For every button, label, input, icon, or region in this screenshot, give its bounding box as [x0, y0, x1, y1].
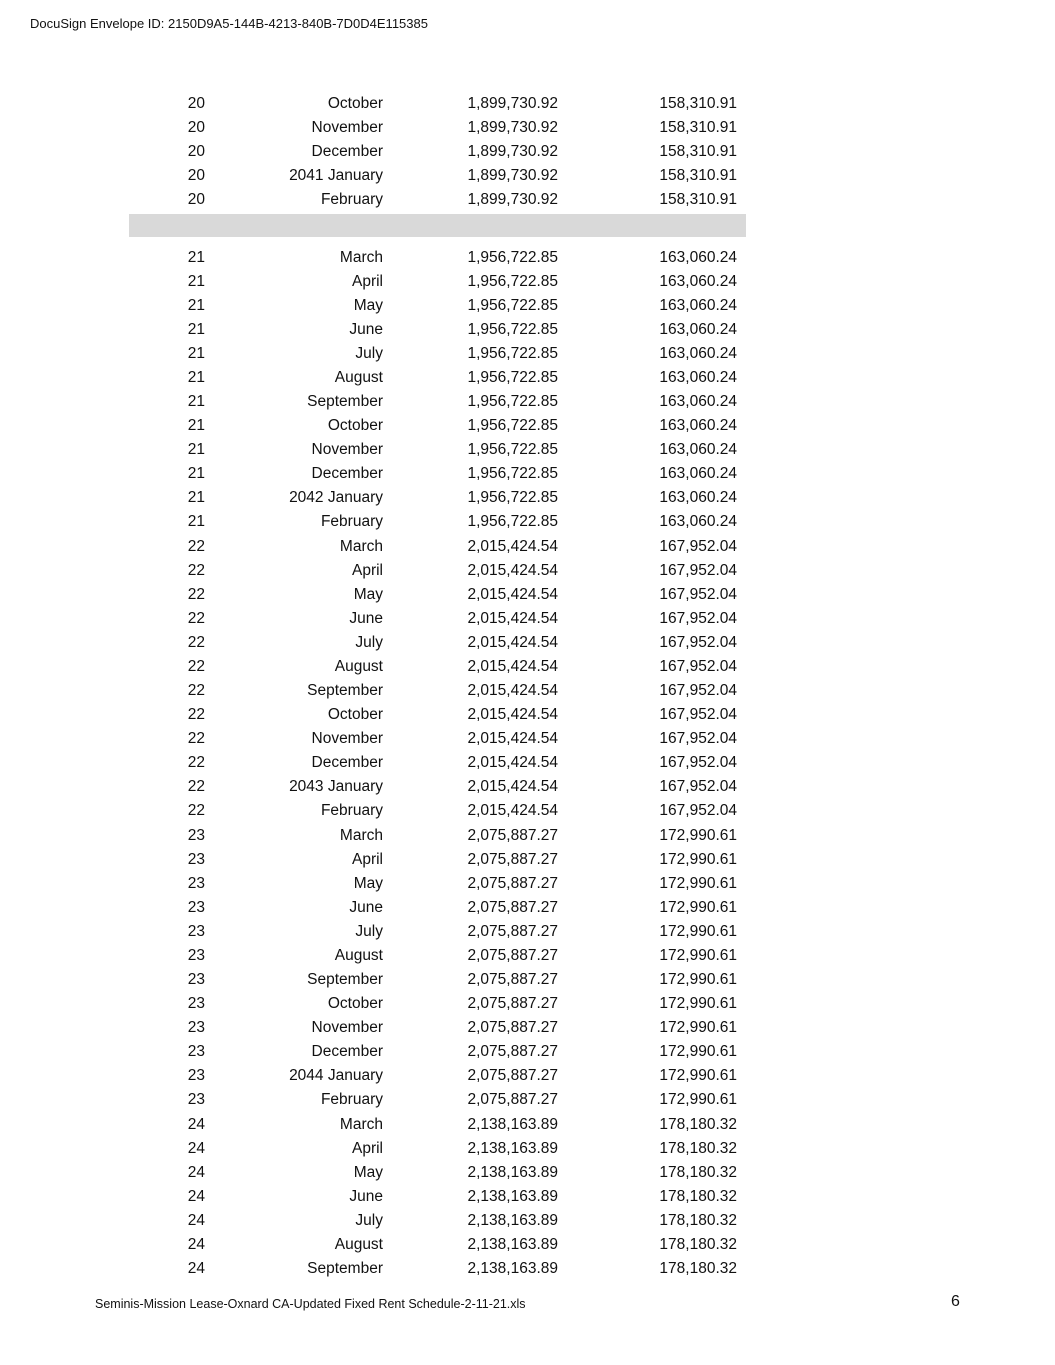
table-row: [0, 897, 1055, 921]
lease-year-cell: 21: [187, 393, 205, 410]
annual-rent-cell: 2,075,887.27: [467, 851, 558, 868]
monthly-rent-cell: 178,180.32: [659, 1260, 737, 1277]
lease-year-cell: 23: [187, 1043, 205, 1060]
month-cell: June: [349, 610, 383, 627]
month-cell: September: [307, 682, 383, 699]
annual-rent-cell: 2,075,887.27: [467, 1019, 558, 1036]
table-row: [0, 93, 1055, 117]
monthly-rent-cell: 178,180.32: [659, 1140, 737, 1157]
month-cell: April: [351, 562, 383, 579]
lease-year-cell: 23: [187, 851, 205, 868]
monthly-rent-cell: 167,952.04: [659, 706, 737, 723]
table-row: [0, 1186, 1055, 1210]
table-row: [0, 1114, 1055, 1138]
table-row: [0, 704, 1055, 728]
annual-rent-cell: 1,899,730.92: [467, 167, 558, 184]
table-row: [0, 608, 1055, 632]
rows-before-band: [0, 93, 1055, 214]
month-cell: June: [349, 1188, 383, 1205]
annual-rent-cell: 2,075,887.27: [467, 971, 558, 988]
lease-year-cell: 21: [187, 369, 205, 386]
monthly-rent-cell: 172,990.61: [659, 851, 737, 868]
annual-rent-cell: 1,956,722.85: [467, 393, 558, 410]
monthly-rent-cell: 167,952.04: [659, 610, 737, 627]
monthly-rent-cell: 163,060.24: [659, 345, 737, 362]
lease-year-cell: 22: [187, 706, 205, 723]
annual-rent-cell: 2,075,887.27: [467, 1043, 558, 1060]
lease-year-cell: 24: [187, 1188, 205, 1205]
annual-rent-cell: 1,956,722.85: [467, 273, 558, 290]
monthly-rent-cell: 163,060.24: [659, 465, 737, 482]
monthly-rent-cell: 167,952.04: [659, 538, 737, 555]
annual-rent-cell: 2,015,424.54: [467, 754, 558, 771]
monthly-rent-cell: 172,990.61: [659, 995, 737, 1012]
monthly-rent-cell: 167,952.04: [659, 586, 737, 603]
annual-rent-cell: 1,956,722.85: [467, 489, 558, 506]
lease-year-cell: 21: [187, 297, 205, 314]
table-row: [0, 632, 1055, 656]
table-row: [0, 776, 1055, 800]
table-row: [0, 391, 1055, 415]
monthly-rent-cell: 158,310.91: [659, 119, 737, 136]
monthly-rent-cell: 158,310.91: [659, 167, 737, 184]
lease-year-cell: 23: [187, 923, 205, 940]
lease-year-cell: 22: [187, 802, 205, 819]
month-cell: October: [327, 706, 383, 723]
month-cell: November: [311, 441, 383, 458]
annual-rent-cell: 2,138,163.89: [467, 1188, 558, 1205]
lease-year-cell: 21: [187, 417, 205, 434]
table-row: [0, 1089, 1055, 1114]
month-cell: May: [353, 297, 383, 314]
lease-year-cell: 22: [187, 754, 205, 771]
annual-rent-cell: 1,899,730.92: [467, 95, 558, 112]
docusign-envelope-id: DocuSign Envelope ID: 2150D9A5-144B-4213-840B-7D0D4E115385: [30, 16, 428, 31]
annual-rent-cell: 2,015,424.54: [467, 802, 558, 819]
monthly-rent-cell: 178,180.32: [659, 1188, 737, 1205]
month-cell: November: [311, 119, 383, 136]
monthly-rent-cell: 158,310.91: [659, 191, 737, 208]
table-row: [0, 536, 1055, 560]
lease-year-cell: 24: [187, 1116, 205, 1133]
month-cell: March: [339, 827, 383, 844]
lease-year-cell: 21: [187, 441, 205, 458]
month-cell: November: [311, 1019, 383, 1036]
lease-year-cell: 21: [187, 513, 205, 530]
month-cell: March: [339, 249, 383, 266]
lease-year-cell: 21: [187, 489, 205, 506]
annual-rent-cell: 2,015,424.54: [467, 682, 558, 699]
table-row: [0, 560, 1055, 584]
rent-schedule-table: [0, 93, 1055, 1282]
monthly-rent-cell: 163,060.24: [659, 417, 737, 434]
month-cell: December: [311, 1043, 383, 1060]
table-row: [0, 1234, 1055, 1258]
lease-year-cell: 22: [187, 730, 205, 747]
lease-year-cell: 20: [187, 143, 205, 160]
month-cell: July: [355, 345, 383, 362]
month-cell: April: [351, 273, 383, 290]
month-cell: December: [311, 143, 383, 160]
page-number: 6: [951, 1293, 960, 1310]
lease-year-cell: 22: [187, 682, 205, 699]
monthly-rent-cell: 163,060.24: [659, 369, 737, 386]
annual-rent-cell: 2,075,887.27: [467, 923, 558, 940]
monthly-rent-cell: 163,060.24: [659, 273, 737, 290]
table-row: [0, 752, 1055, 776]
monthly-rent-cell: 158,310.91: [659, 95, 737, 112]
month-cell: February: [320, 513, 383, 530]
annual-rent-cell: 2,015,424.54: [467, 634, 558, 651]
lease-year-cell: 23: [187, 1091, 205, 1108]
table-row: [0, 141, 1055, 165]
month-cell: September: [307, 971, 383, 988]
monthly-rent-cell: 167,952.04: [659, 562, 737, 579]
annual-rent-cell: 1,899,730.92: [467, 119, 558, 136]
rows-after-band: [0, 247, 1055, 1282]
lease-year-cell: 22: [187, 562, 205, 579]
monthly-rent-cell: 172,990.61: [659, 899, 737, 916]
monthly-rent-cell: 178,180.32: [659, 1212, 737, 1229]
annual-rent-cell: 1,956,722.85: [467, 513, 558, 530]
annual-rent-cell: 2,015,424.54: [467, 586, 558, 603]
table-row: [0, 1138, 1055, 1162]
annual-rent-cell: 2,138,163.89: [467, 1164, 558, 1181]
lease-year-cell: 21: [187, 273, 205, 290]
monthly-rent-cell: 167,952.04: [659, 658, 737, 675]
lease-year-cell: 23: [187, 827, 205, 844]
annual-rent-cell: 2,075,887.27: [467, 875, 558, 892]
annual-rent-cell: 2,138,163.89: [467, 1140, 558, 1157]
annual-rent-cell: 1,956,722.85: [467, 249, 558, 266]
table-row: [0, 800, 1055, 825]
annual-rent-cell: 2,075,887.27: [467, 995, 558, 1012]
month-cell: June: [349, 899, 383, 916]
annual-rent-cell: 1,956,722.85: [467, 345, 558, 362]
monthly-rent-cell: 163,060.24: [659, 489, 737, 506]
lease-year-cell: 20: [187, 95, 205, 112]
lease-year-cell: 24: [187, 1164, 205, 1181]
monthly-rent-cell: 172,990.61: [659, 1043, 737, 1060]
month-cell: October: [327, 995, 383, 1012]
annual-rent-cell: 2,015,424.54: [467, 706, 558, 723]
month-cell: February: [320, 802, 383, 819]
annual-rent-cell: 2,015,424.54: [467, 562, 558, 579]
month-cell: July: [355, 634, 383, 651]
lease-year-cell: 21: [187, 321, 205, 338]
table-row: [0, 487, 1055, 511]
lease-year-cell: 23: [187, 875, 205, 892]
table-row: [0, 343, 1055, 367]
table-row: [0, 247, 1055, 271]
table-row: [0, 511, 1055, 536]
lease-year-cell: 22: [187, 538, 205, 555]
monthly-rent-cell: 158,310.91: [659, 143, 737, 160]
month-cell: 2043 January: [289, 778, 383, 795]
annual-rent-cell: 2,075,887.27: [467, 947, 558, 964]
monthly-rent-cell: 172,990.61: [659, 1067, 737, 1084]
monthly-rent-cell: 172,990.61: [659, 1019, 737, 1036]
table-row: [0, 319, 1055, 343]
month-cell: August: [334, 369, 383, 386]
lease-year-cell: 22: [187, 586, 205, 603]
lease-year-cell: 24: [187, 1140, 205, 1157]
table-row: [0, 921, 1055, 945]
table-row: [0, 849, 1055, 873]
year-separator-band: [129, 214, 746, 237]
table-row: [0, 439, 1055, 463]
lease-year-cell: 22: [187, 778, 205, 795]
annual-rent-cell: 2,138,163.89: [467, 1260, 558, 1277]
annual-rent-cell: 1,899,730.92: [467, 191, 558, 208]
lease-year-cell: 21: [187, 249, 205, 266]
annual-rent-cell: 2,015,424.54: [467, 538, 558, 555]
monthly-rent-cell: 178,180.32: [659, 1116, 737, 1133]
table-row: [0, 1017, 1055, 1041]
monthly-rent-cell: 172,990.61: [659, 827, 737, 844]
month-cell: 2042 January: [289, 489, 383, 506]
annual-rent-cell: 2,015,424.54: [467, 778, 558, 795]
table-row: [0, 1065, 1055, 1089]
month-cell: December: [311, 465, 383, 482]
monthly-rent-cell: 167,952.04: [659, 778, 737, 795]
table-row: [0, 993, 1055, 1017]
annual-rent-cell: 2,075,887.27: [467, 899, 558, 916]
table-row: [0, 656, 1055, 680]
monthly-rent-cell: 167,952.04: [659, 730, 737, 747]
annual-rent-cell: 1,956,722.85: [467, 321, 558, 338]
month-cell: July: [355, 923, 383, 940]
lease-year-cell: 24: [187, 1260, 205, 1277]
table-row: [0, 415, 1055, 439]
lease-year-cell: 20: [187, 167, 205, 184]
annual-rent-cell: 1,956,722.85: [467, 417, 558, 434]
month-cell: May: [353, 875, 383, 892]
lease-year-cell: 22: [187, 634, 205, 651]
annual-rent-cell: 2,075,887.27: [467, 1067, 558, 1084]
lease-year-cell: 20: [187, 191, 205, 208]
monthly-rent-cell: 172,990.61: [659, 971, 737, 988]
month-cell: March: [339, 538, 383, 555]
month-cell: August: [334, 1236, 383, 1253]
annual-rent-cell: 2,075,887.27: [467, 827, 558, 844]
monthly-rent-cell: 163,060.24: [659, 249, 737, 266]
lease-year-cell: 23: [187, 899, 205, 916]
table-row: [0, 1162, 1055, 1186]
lease-year-cell: 24: [187, 1212, 205, 1229]
table-row: [0, 1041, 1055, 1065]
annual-rent-cell: 2,015,424.54: [467, 730, 558, 747]
table-row: [0, 945, 1055, 969]
monthly-rent-cell: 172,990.61: [659, 1091, 737, 1108]
annual-rent-cell: 2,015,424.54: [467, 658, 558, 675]
lease-year-cell: 22: [187, 610, 205, 627]
annual-rent-cell: 2,138,163.89: [467, 1212, 558, 1229]
annual-rent-cell: 1,899,730.92: [467, 143, 558, 160]
annual-rent-cell: 2,138,163.89: [467, 1116, 558, 1133]
lease-year-cell: 23: [187, 971, 205, 988]
monthly-rent-cell: 163,060.24: [659, 297, 737, 314]
table-row: [0, 873, 1055, 897]
monthly-rent-cell: 178,180.32: [659, 1164, 737, 1181]
month-cell: December: [311, 754, 383, 771]
monthly-rent-cell: 172,990.61: [659, 875, 737, 892]
annual-rent-cell: 2,138,163.89: [467, 1236, 558, 1253]
lease-year-cell: 23: [187, 995, 205, 1012]
table-row: [0, 117, 1055, 141]
monthly-rent-cell: 163,060.24: [659, 441, 737, 458]
monthly-rent-cell: 163,060.24: [659, 513, 737, 530]
month-cell: August: [334, 947, 383, 964]
month-cell: 2041 January: [289, 167, 383, 184]
month-cell: October: [327, 95, 383, 112]
lease-year-cell: 20: [187, 119, 205, 136]
month-cell: February: [320, 191, 383, 208]
annual-rent-cell: 1,956,722.85: [467, 297, 558, 314]
table-row: [0, 825, 1055, 849]
month-cell: February: [320, 1091, 383, 1108]
monthly-rent-cell: 172,990.61: [659, 947, 737, 964]
month-cell: July: [355, 1212, 383, 1229]
lease-year-cell: 23: [187, 1019, 205, 1036]
table-row: [0, 584, 1055, 608]
lease-year-cell: 23: [187, 947, 205, 964]
annual-rent-cell: 1,956,722.85: [467, 441, 558, 458]
lease-year-cell: 23: [187, 1067, 205, 1084]
table-row: [0, 463, 1055, 487]
annual-rent-cell: 2,075,887.27: [467, 1091, 558, 1108]
month-cell: September: [307, 1260, 383, 1277]
footer-filename: Seminis-Mission Lease-Oxnard CA-Updated Fixed Rent Schedule-2-11-21.xls: [95, 1297, 526, 1311]
month-cell: 2044 January: [289, 1067, 383, 1084]
monthly-rent-cell: 167,952.04: [659, 754, 737, 771]
monthly-rent-cell: 167,952.04: [659, 802, 737, 819]
lease-year-cell: 22: [187, 658, 205, 675]
table-row: [0, 367, 1055, 391]
annual-rent-cell: 1,956,722.85: [467, 369, 558, 386]
annual-rent-cell: 1,956,722.85: [467, 465, 558, 482]
lease-year-cell: 24: [187, 1236, 205, 1253]
monthly-rent-cell: 163,060.24: [659, 393, 737, 410]
month-cell: October: [327, 417, 383, 434]
table-row: [0, 969, 1055, 993]
table-row: [0, 680, 1055, 704]
table-row: [0, 271, 1055, 295]
month-cell: May: [353, 1164, 383, 1181]
annual-rent-cell: 2,015,424.54: [467, 610, 558, 627]
table-row: [0, 728, 1055, 752]
month-cell: March: [339, 1116, 383, 1133]
monthly-rent-cell: 167,952.04: [659, 682, 737, 699]
table-row: [0, 1210, 1055, 1234]
monthly-rent-cell: 172,990.61: [659, 923, 737, 940]
month-cell: November: [311, 730, 383, 747]
monthly-rent-cell: 178,180.32: [659, 1236, 737, 1253]
table-row: [0, 165, 1055, 189]
lease-year-cell: 21: [187, 345, 205, 362]
month-cell: April: [351, 851, 383, 868]
monthly-rent-cell: 163,060.24: [659, 321, 737, 338]
lease-year-cell: 21: [187, 465, 205, 482]
table-row: [0, 189, 1055, 214]
table-row: [0, 1258, 1055, 1282]
monthly-rent-cell: 167,952.04: [659, 634, 737, 651]
table-row: [0, 295, 1055, 319]
month-cell: September: [307, 393, 383, 410]
month-cell: April: [351, 1140, 383, 1157]
month-cell: June: [349, 321, 383, 338]
month-cell: May: [353, 586, 383, 603]
month-cell: August: [334, 658, 383, 675]
